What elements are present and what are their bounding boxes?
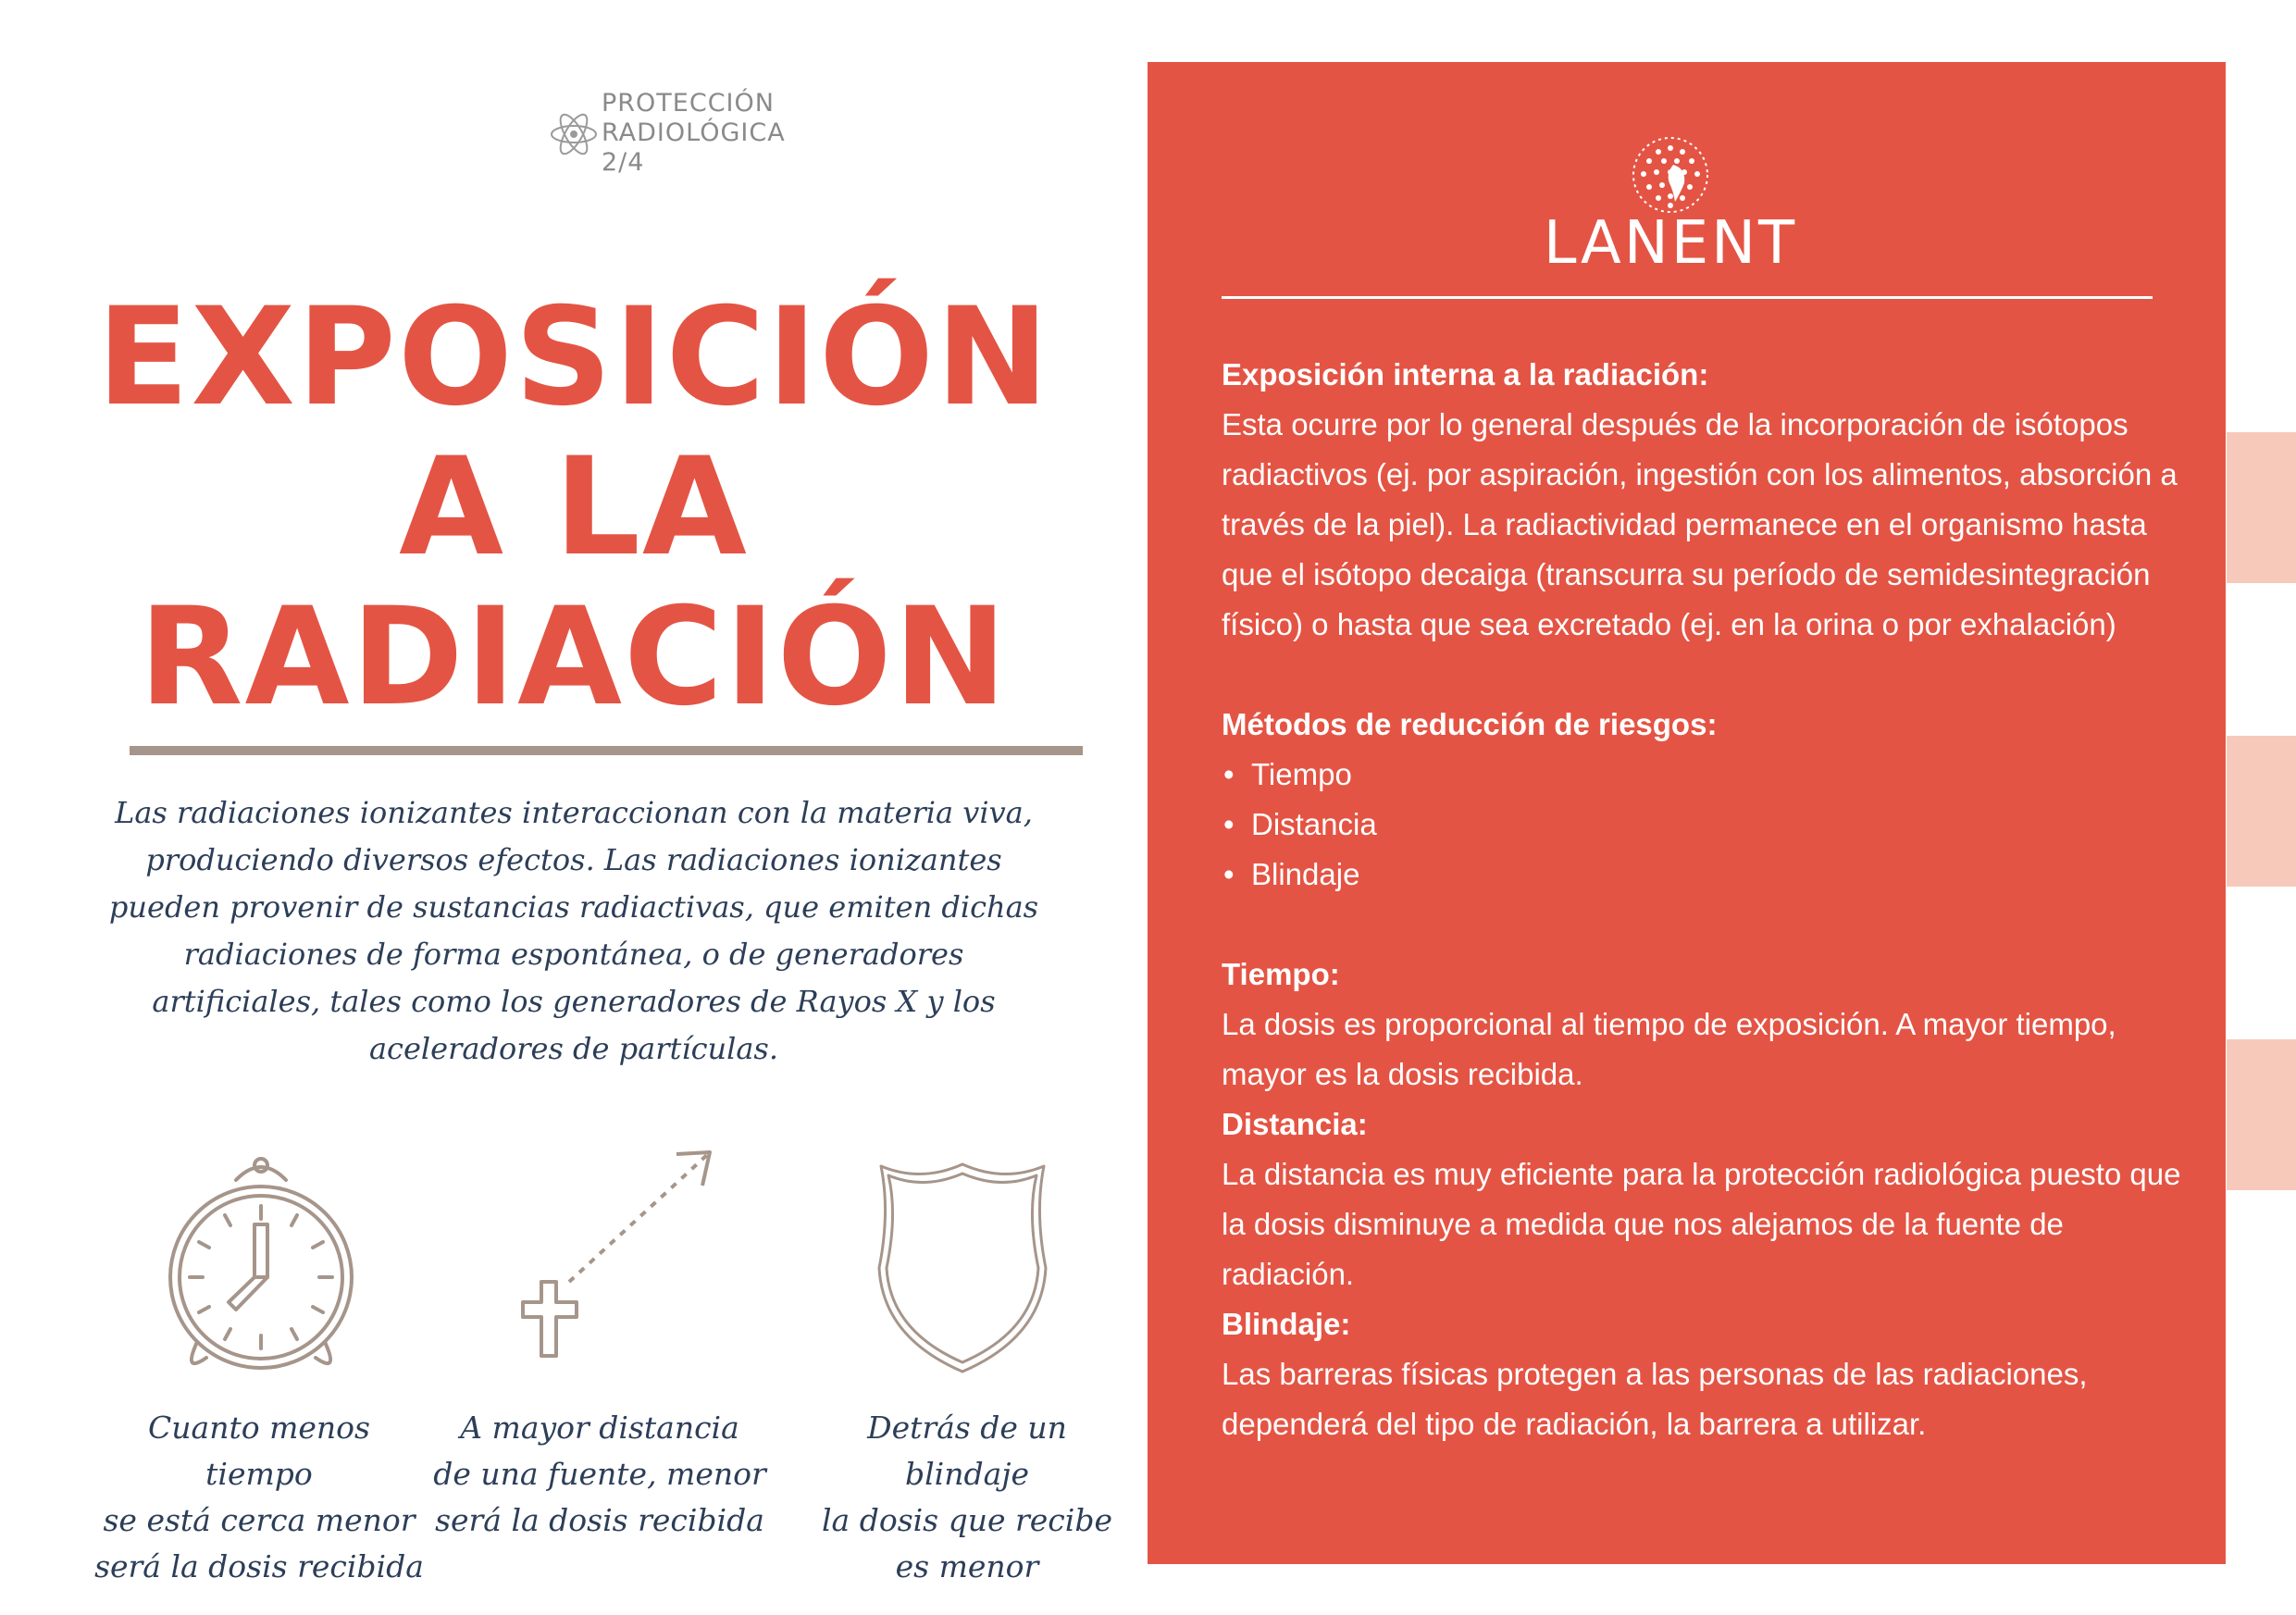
distance-heading: Distancia: [1222,1107,1368,1141]
caption-line: Detrás de un blindaje [867,1410,1067,1492]
edge-tab-1 [2227,432,2296,583]
atom-icon [548,93,600,176]
caption-line: la dosis que recibe [821,1502,1112,1538]
shielding-text: Las barreras físicas protegen a las personas de las radiaciones, dependerá del tipo de radiación, la barrera a utilizar. [1222,1357,2088,1441]
panel-content [1222,350,2203,1449]
caption-shield [800,1405,1134,1590]
caption-line: será la dosis recibida [94,1548,424,1584]
brand-wordmark: LANENT [1543,209,1798,278]
series-page-number: 2/4 [602,148,645,177]
caption-distance [433,1405,766,1544]
series-label [602,89,786,178]
page-title [74,279,1074,736]
title-line-3: RADIACIÓN [139,578,1009,736]
internal-exposure-heading: Exposición interna a la radiación: [1222,357,1709,391]
caption-time [93,1405,426,1590]
intro-paragraph: Las radiaciones ionizantes interaccionan con la materia viva, produciendo diversos efectos. Las radiaciones ionizantes pueden provenir de sustancias radiactivas, que emiten dichas radiaciones de forma espontánea, o de generadores artificiales, tales como los generadores de Rayos X y los aceleradores de partículas. [108,795,1039,1066]
internal-exposure-text: Esta ocurre por lo general después de la incorporación de isótopos radiactivos (ej. por aspiración, ingestión con los alimentos, absorción a través de la piel). La radiactividad permanece en el organismo hasta que el isótopo decaiga (transcurra su período de semidesintegración físico) o hasta que sea excretado (ej. en la orina o por exhalación) [1222,407,2178,641]
caption-line: Cuanto menos tiempo [148,1410,370,1492]
caption-line: se está cerca menor [103,1502,416,1538]
series-line-1: PROTECCIÓN [602,89,775,118]
title-line-2: A LA [399,429,749,586]
edge-tab-3 [2227,1039,2296,1190]
methods-heading: Métodos de reducción de riesgos: [1222,707,1718,741]
edge-tab-2 [2227,736,2296,887]
caption-line: es menor [895,1548,1039,1584]
list-item: • Tiempo [1222,750,2203,800]
series-line-2: RADIOLÓGICA [602,118,786,147]
list-item: • Distancia [1222,800,2203,850]
distance-text: La distancia es muy eficiente para la protección radiológica puesto que la dosis disminuye a medida que nos alejamos de la fuente de radiación. [1222,1157,2181,1291]
shield-icon [870,1157,1055,1379]
distance-icon [486,1143,726,1374]
methods-list [1222,750,2203,900]
shielding-heading: Blindaje: [1222,1307,1351,1341]
time-heading: Tiempo: [1222,957,1340,991]
globe-dots-icon [1632,137,1708,213]
time-text: La dosis es proporcional al tiempo de exposición. A mayor tiempo, mayor es la dosis recibida. [1222,1007,2116,1091]
title-divider [130,746,1083,755]
list-item: • Blindaje [1222,850,2203,900]
caption-line: será la dosis recibida [435,1502,764,1538]
title-line-1: EXPOSICIÓN [96,279,1051,436]
panel-divider [1222,296,2153,299]
caption-line: A mayor distancia [460,1410,739,1446]
caption-line: de una fuente, menor [433,1456,766,1492]
clock-icon [162,1152,361,1374]
